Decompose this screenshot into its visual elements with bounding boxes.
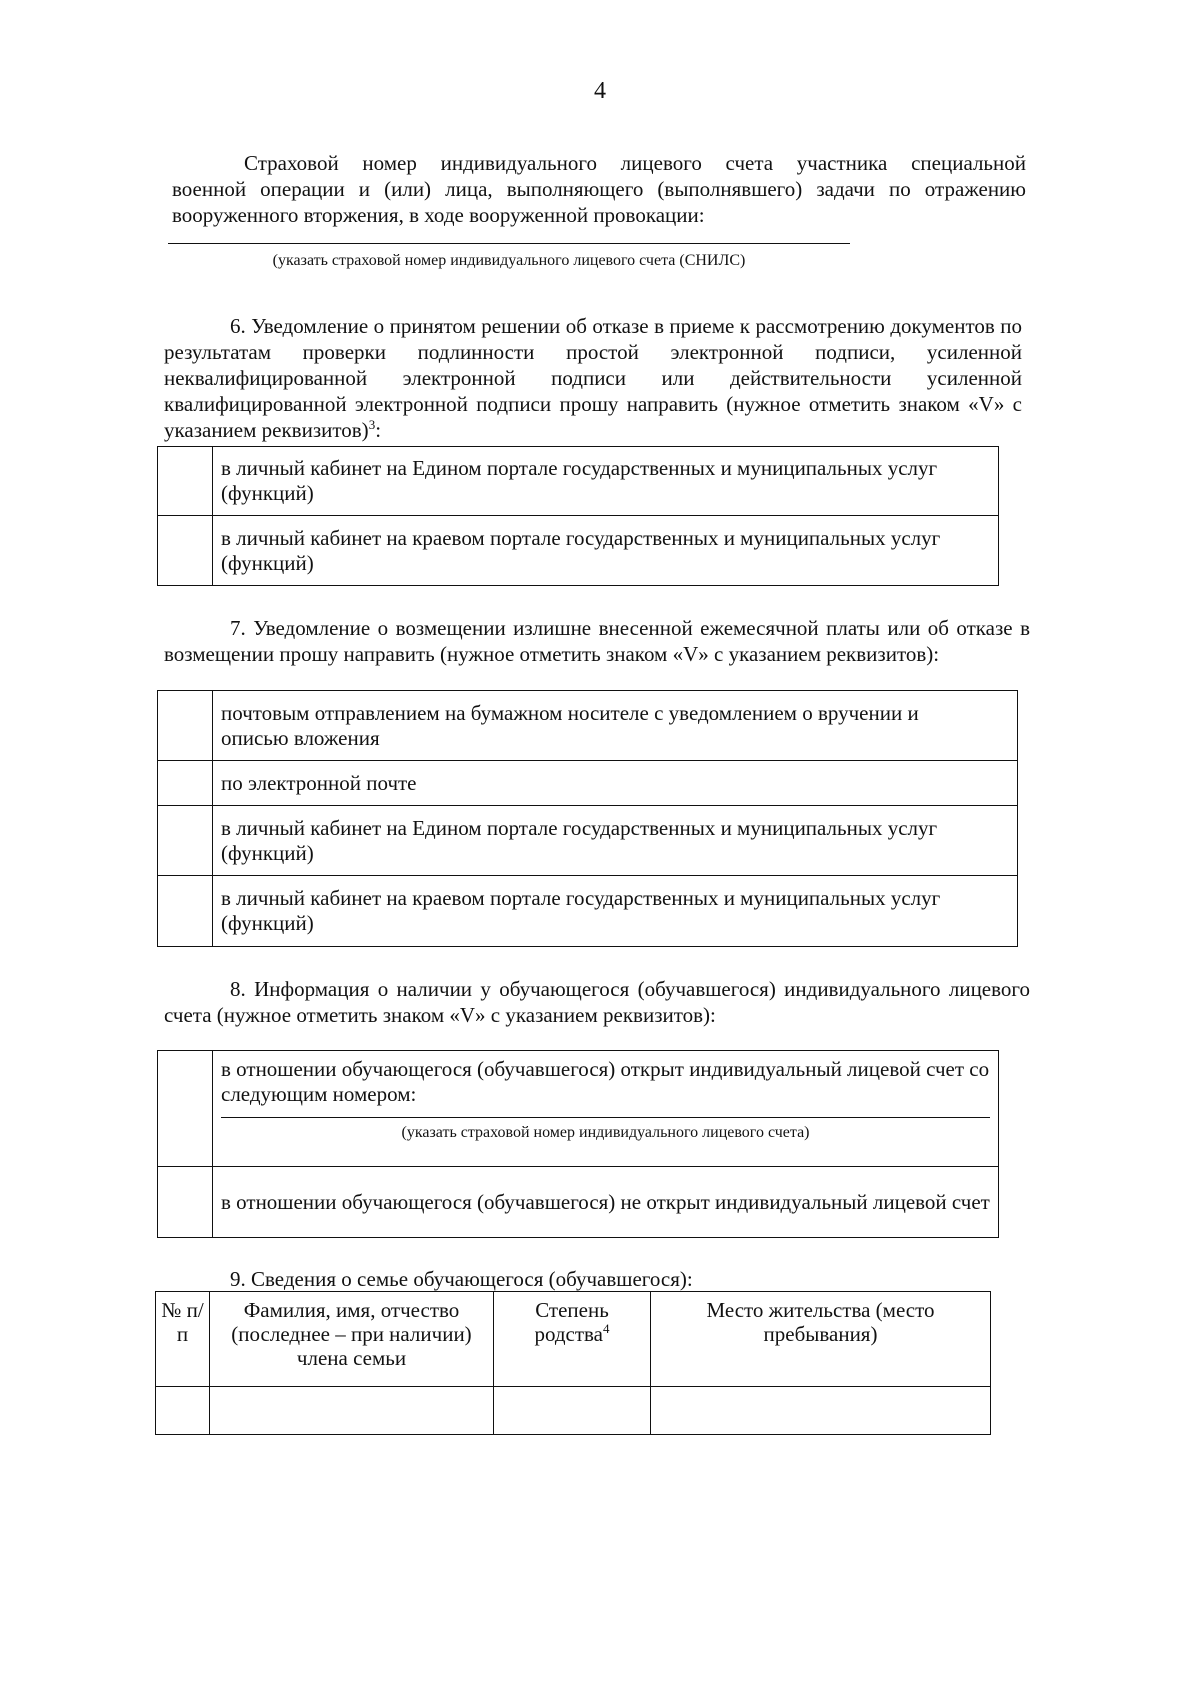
section-8-options [157,1050,999,1238]
checkbox-cell[interactable] [158,516,213,586]
footnote-4: 4 [603,1321,610,1336]
option-label: почтовым отправлением на бумажном носителе с уведомлением о вручении и описью вложения [213,691,1018,761]
option-label: в отношении обучающегося (обучавшегося) открыт индивидуальный лицевой счет со следующим номером: [221,1057,990,1106]
cell-number[interactable] [156,1387,210,1435]
snils-line-1: Страховой номер индивидуального лицевого счета участника специальной [244,151,1026,175]
account-number-line[interactable] [221,1117,990,1118]
section-8-text: 8. Информация о наличии у обучающегося (обучавшегося) индивидуального лицевого счета (нужное отметить знаком «V» с указанием реквизитов): [164,977,1030,1027]
option-label: в отношении обучающегося (обучавшегося) не открыт индивидуальный лицевой счет [213,1167,999,1238]
section-6-options [157,446,999,586]
option-row [158,876,1018,947]
family-header-row [156,1292,991,1387]
checkbox-cell[interactable] [158,1051,213,1167]
section-6-text: 6. Уведомление о принятом решении об отказе в приеме к рассмотрению документов по результатам проверки подлинности простой электронной подписи, усиленной неквалифицированной электронной подписи или действительности усиленной квалифицированной электронной подписи прошу направить (нужное отметить знаком «V» с указанием реквизитов)$^3$: [164,314,1022,442]
page-number: 4 [594,78,606,104]
option-row [158,761,1018,806]
family-data-row [156,1387,991,1435]
snils-line-3: вооруженного вторжения, в ходе вооруженной провокации: [172,203,705,227]
option-row [158,1051,999,1167]
snils-input-line[interactable] [168,243,850,244]
snils-paragraph [172,150,1026,228]
header-name: Фамилия, имя, отчество (последнее – при наличии) члена семьи [210,1292,494,1387]
header-relation: Степень родства$^4$ [494,1292,651,1387]
checkbox-cell[interactable] [158,761,213,806]
checkbox-cell[interactable] [158,876,213,947]
option-row [158,691,1018,761]
option-label: в личный кабинет на краевом портале государственных и муниципальных услуг (функций) [213,876,1018,947]
option-row [158,806,1018,876]
option-label: в личный кабинет на Едином портале государственных и муниципальных услуг (функций) [213,806,1018,876]
snils-line-2: военной операции и (или) лица, выполняющего (выполнявшего) задачи по отражению [172,177,1026,201]
option-row [158,447,999,516]
checkbox-cell[interactable] [158,447,213,516]
option-label: в личный кабинет на краевом портале государственных и муниципальных услуг (функций) [213,516,999,586]
cell-residence[interactable] [651,1387,991,1435]
section-9-title: 9. Сведения о семье обучающегося (обучавшегося): [230,1267,693,1291]
option-label: в личный кабинет на Едином портале государственных и муниципальных услуг (функций) [213,447,999,516]
footnote-3: 3 [368,417,376,432]
header-residence: Место жительства (место пребывания) [651,1292,991,1387]
cell-relation[interactable] [494,1387,651,1435]
option-with-number [213,1051,999,1167]
checkbox-cell[interactable] [158,691,213,761]
account-number-caption: (указать страховой номер индивидуального лицевого счета) [401,1124,810,1141]
option-row [158,1167,999,1238]
option-label: по электронной почте [213,761,1018,806]
section-7-text: 7. Уведомление о возмещении излишне внесенной ежемесячной платы или об отказе в возмещении прошу направить (нужное отметить знаком «V» с указанием реквизитов): [164,616,1030,666]
family-table [155,1291,991,1435]
option-row [158,516,999,586]
cell-name[interactable] [210,1387,494,1435]
checkbox-cell[interactable] [158,1167,213,1238]
section-7-options [157,690,1018,947]
checkbox-cell[interactable] [158,806,213,876]
header-number: № п/п [156,1292,210,1387]
snils-caption: (указать страховой номер индивидуального лицевого счета (СНИЛС) [272,252,746,269]
